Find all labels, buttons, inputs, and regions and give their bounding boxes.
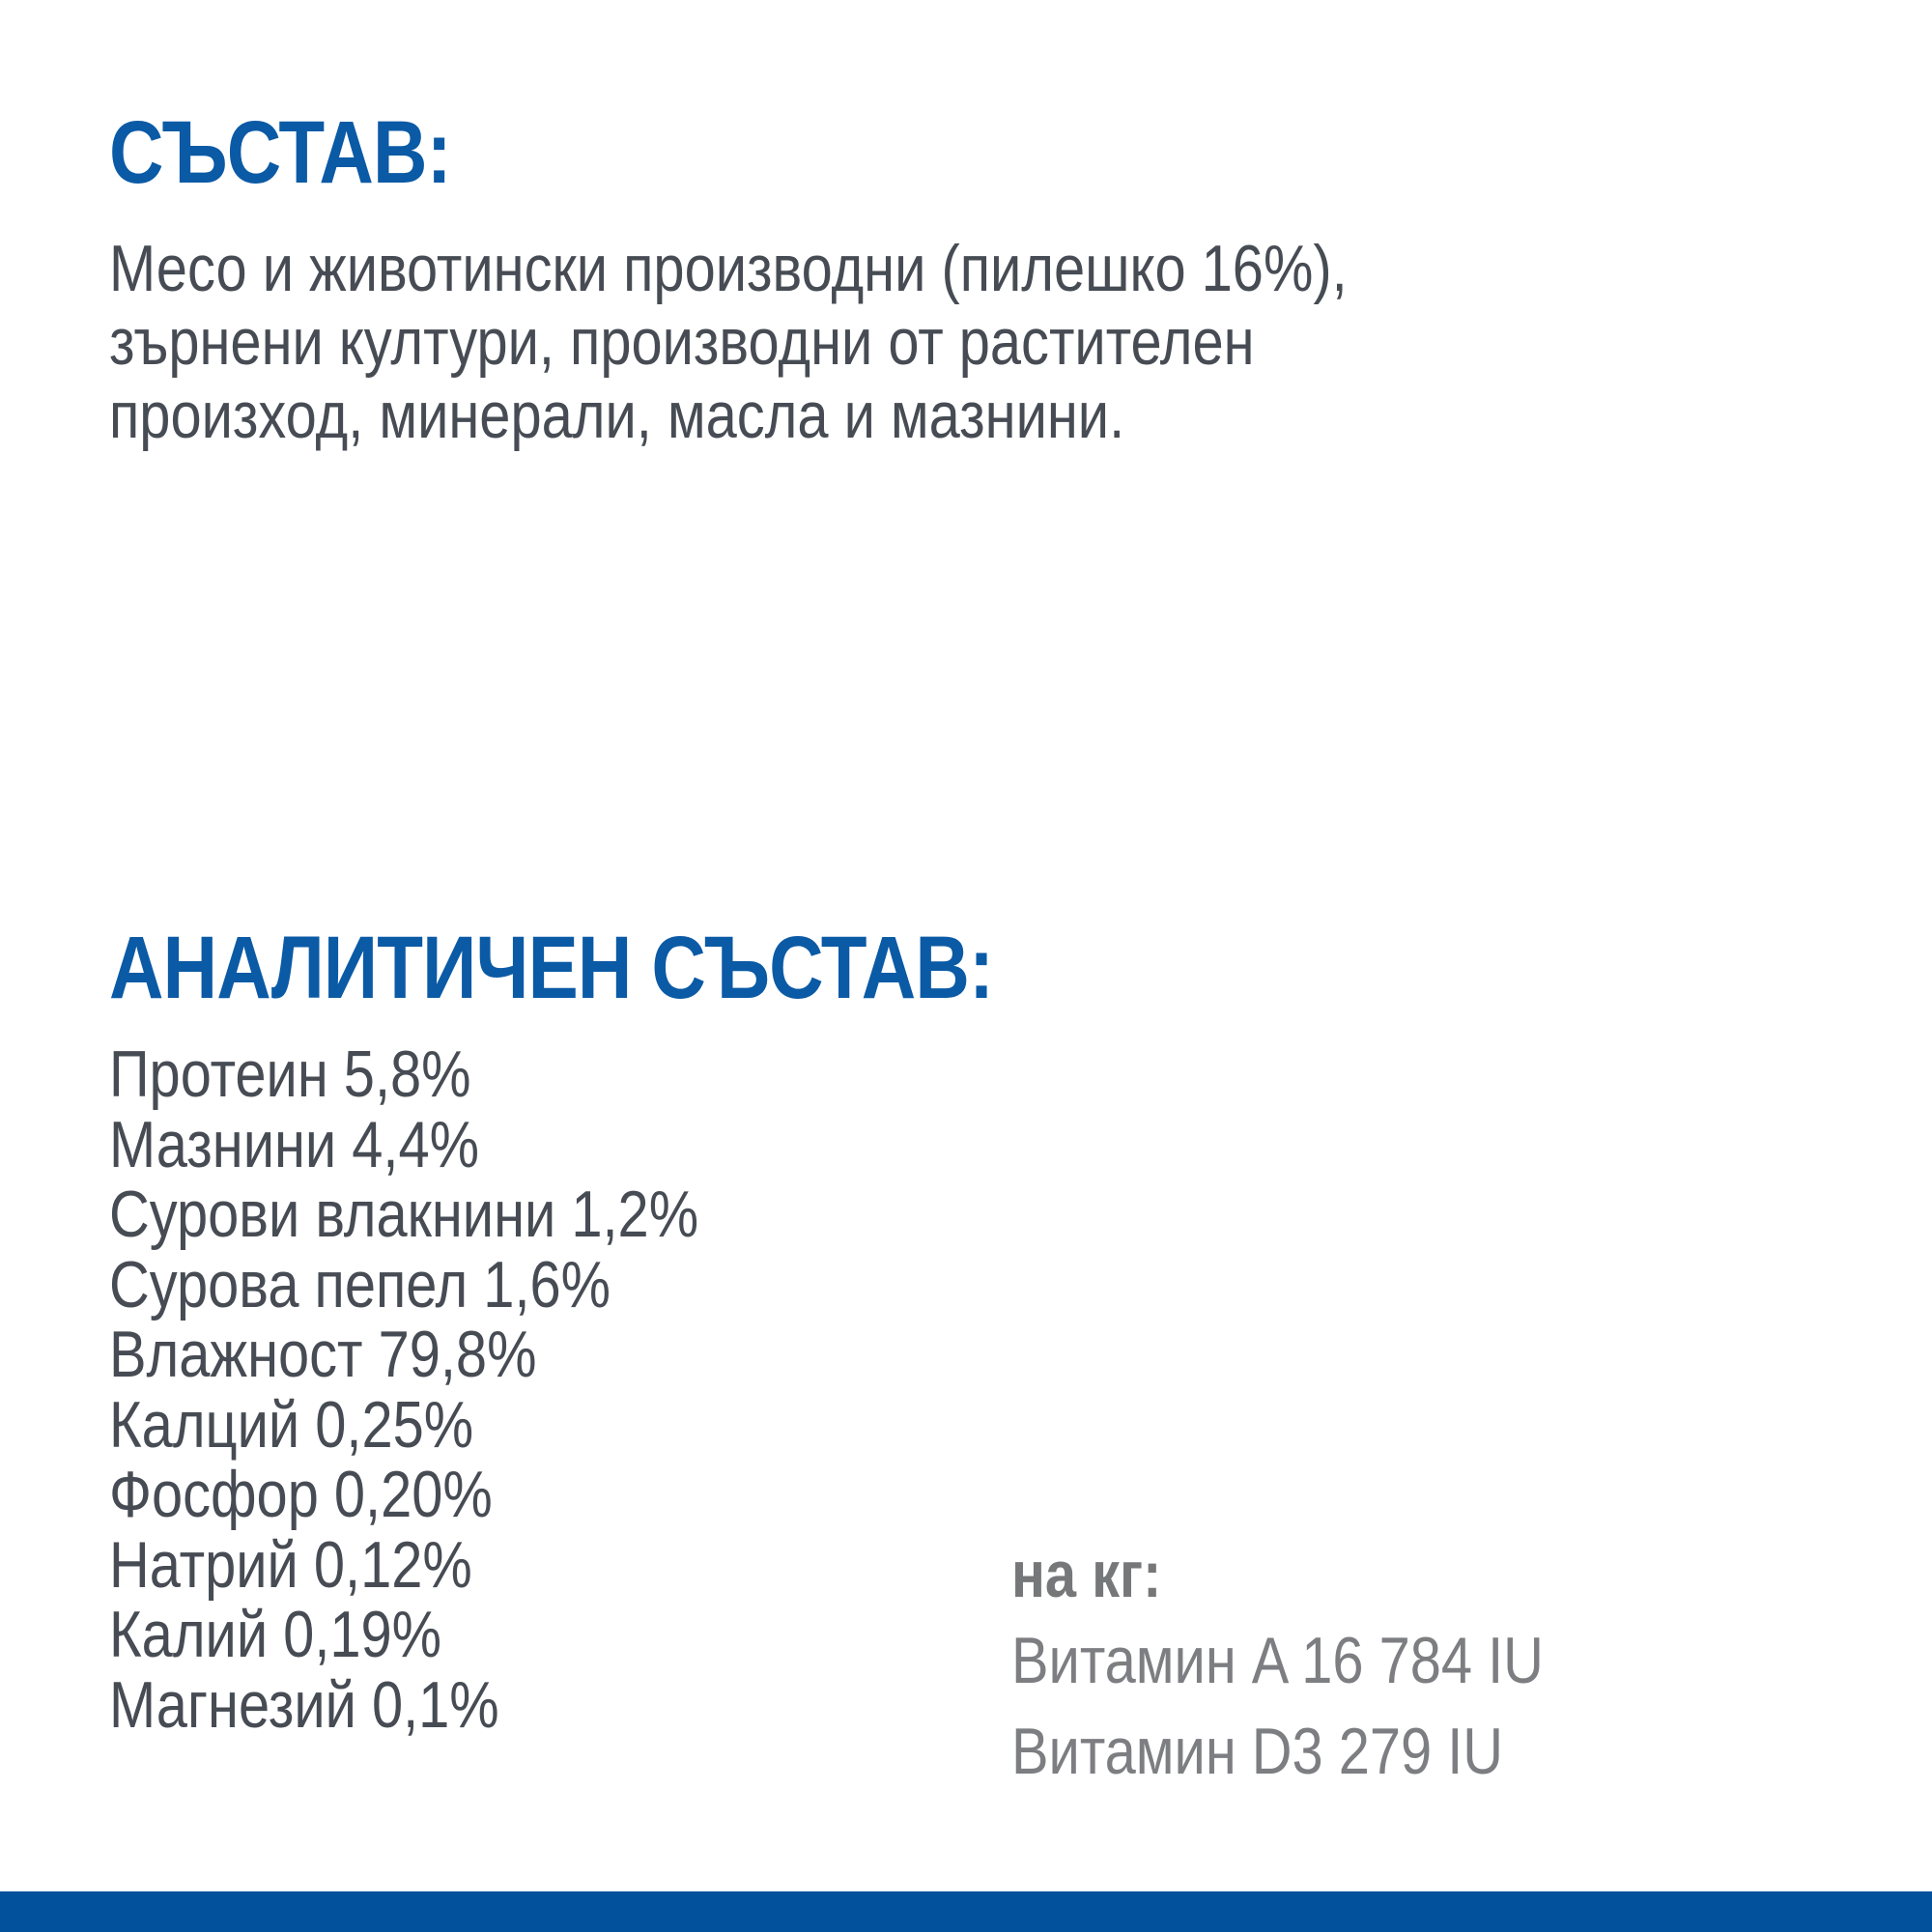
nutrient-item-text: Сурова пепел 1,6% <box>109 1247 611 1321</box>
composition-heading <box>109 103 511 202</box>
composition-line: зърнени култури, производни от растителен <box>109 305 1255 379</box>
nutrient-item <box>109 1320 803 1390</box>
nutrient-item <box>109 1179 803 1250</box>
per-kg-heading <box>1011 1538 1188 1611</box>
nutrient-item <box>109 1460 803 1530</box>
nutrient-item-text: Магнезий 0,1% <box>109 1667 499 1742</box>
nutrient-item <box>109 1247 803 1321</box>
nutrient-item-text: Калий 0,19% <box>109 1598 442 1671</box>
footer-accent-bar <box>0 1891 1932 1932</box>
composition-heading-text: СЪСТАВ: <box>109 103 451 202</box>
vitamin-list <box>1011 1615 1637 1797</box>
nutrient-list <box>109 1039 803 1740</box>
nutrient-item-text: Влажност 79,8% <box>109 1318 537 1391</box>
nutrient-item <box>109 1527 803 1602</box>
nutrient-item-text: Фосфор 0,20% <box>109 1458 493 1531</box>
vitamin-d3-line: Витамин D3 279 IU <box>1011 1715 1504 1788</box>
composition-text <box>109 232 1566 452</box>
vitamin-a-line: Витамин A 16 784 IU <box>1011 1624 1544 1697</box>
analytical-heading <box>109 919 1150 1017</box>
nutrient-item-text: Сурови влакнини 1,2% <box>109 1178 699 1251</box>
composition-line: произход, минерали, масла и мазнини. <box>109 379 1125 452</box>
composition-line: Месо и животински производни (пилешко 16%), <box>109 232 1348 305</box>
nutrient-item <box>109 1039 803 1110</box>
nutrient-item-text: Натрий 0,12% <box>109 1527 472 1602</box>
per-kg-heading-text: на кг: <box>1011 1538 1162 1611</box>
nutrient-item-text: Калций 0,25% <box>109 1387 474 1462</box>
nutrient-item <box>109 1600 803 1670</box>
nutrient-item-text: Протеин 5,8% <box>109 1037 471 1111</box>
nutrient-item <box>109 1107 803 1181</box>
nutrient-item <box>109 1387 803 1462</box>
nutrient-item-text: Мазнини 4,4% <box>109 1107 480 1181</box>
analytical-heading-text: АНАЛИТИЧЕН СЪСТАВ: <box>109 919 994 1017</box>
nutrient-item <box>109 1667 803 1742</box>
